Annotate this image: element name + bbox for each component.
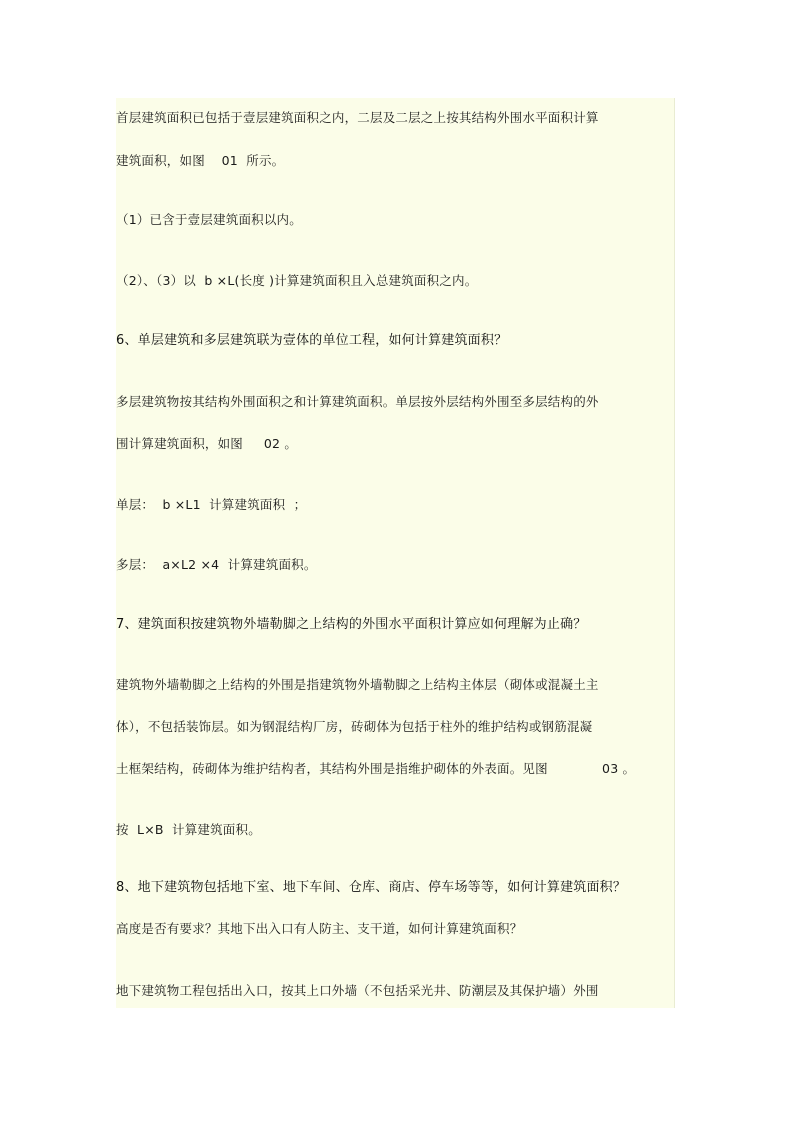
text-line-17: 地下建筑物工程包括出入口，按其上口外墙（不包括采光井、防潮层及其保护墙）外围 bbox=[116, 983, 599, 998]
text-line-11: 建筑物外墙勒脚之上结构的外围是指建筑物外墙勒脚之上结构主体层（砌体或混凝土主 bbox=[116, 677, 599, 692]
text-line-9: 多层： a×L2 ×4 计算建筑面积。 bbox=[116, 557, 317, 572]
question-8: 8、地下建筑物包括地下室、地下车间、仓库、商店、停车场等等，如何计算建筑面积？ bbox=[116, 880, 627, 895]
text-line-16: 高度是否有要求？其地下出入口有人防主、支干道，如何计算建筑面积？ bbox=[116, 921, 523, 936]
text-line-4: （2）、（3）以 b ×L(长度 )计算建筑面积且入总建筑面积之内。 bbox=[116, 273, 478, 288]
text-line-6: 多层建筑物按其结构外围面积之和计算建筑面积。单层按外层结构外围至多层结构的外 bbox=[116, 394, 599, 409]
text-line-2: 建筑面积，如图 01 所示。 bbox=[116, 153, 285, 168]
page-content-panel bbox=[116, 98, 675, 1008]
text-line-1: 首层建筑面积已包括于壹层建筑面积之内，二层及二层之上按其结构外围水平面积计算 bbox=[116, 110, 599, 125]
question-7: 7、建筑面积按建筑物外墙勒脚之上结构的外围水平面积计算应如何理解为止确？ bbox=[116, 617, 587, 632]
text-line-7: 围计算建筑面积，如图 02 。 bbox=[116, 436, 298, 451]
text-line-13: 土框架结构，砖砌体为维护结构者，其结构外围是指维护砌体的外表面。见图 03 。 bbox=[116, 761, 636, 776]
question-6: 6、单层建筑和多层建筑联为壹体的单位工程，如何计算建筑面积？ bbox=[116, 333, 508, 348]
text-line-12: 体），不包括装饰层。如为钢混结构厂房，砖砌体为包括于柱外的维护结构或钢筋混凝 bbox=[116, 719, 593, 734]
text-line-8: 单层： b ×L1 计算建筑面积 ； bbox=[116, 497, 307, 512]
text-line-14: 按 L×B 计算建筑面积。 bbox=[116, 822, 261, 837]
text-line-3: （1）已含于壹层建筑面积以内。 bbox=[116, 212, 302, 227]
